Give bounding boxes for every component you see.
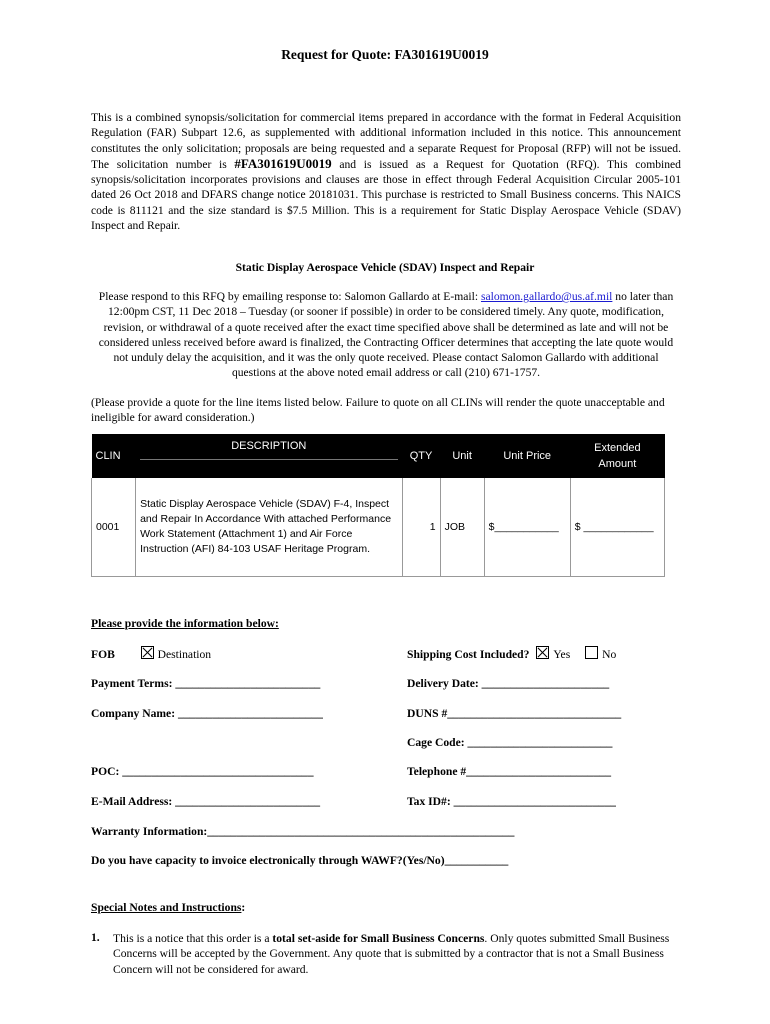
shipping-yes-checkbox[interactable] — [536, 646, 549, 659]
shipping-no-checkbox[interactable] — [585, 646, 598, 659]
cell-extended-amount[interactable]: $ ____________ — [570, 478, 664, 577]
cell-qty: 1 — [402, 478, 440, 577]
wawf-field[interactable]: Do you have capacity to invoice electronically through WAWF?(Yes/No)___________ — [91, 854, 509, 867]
solicitation-number: #FA301619U0019 — [234, 155, 332, 171]
shipping-label: Shipping Cost Included? — [407, 648, 530, 661]
poc-field[interactable]: POC: _________________________________ — [91, 765, 314, 778]
company-name-field[interactable]: Company Name: _________________________ — [91, 707, 323, 720]
shipping-no-label: No — [602, 648, 617, 661]
note-number: 1. — [91, 931, 100, 944]
header-qty: QTY — [402, 434, 440, 478]
table-row — [92, 478, 665, 577]
note-text-2: . Only quotes submitted Small Business Concerns will be accepted by the Government. Any quote that is submitted by a contractor that is not a Small Business Concern will not be considered for award. — [113, 932, 670, 976]
tax-id-field[interactable]: Tax ID#: ____________________________ — [407, 795, 616, 808]
intro-paragraph — [91, 110, 681, 233]
header-unit: Unit — [440, 434, 484, 478]
note-text-1: This is a notice that this order is a — [113, 932, 273, 945]
cage-code-field[interactable]: Cage Code: _________________________ — [407, 736, 613, 749]
destination-label: Destination — [157, 648, 212, 661]
duns-field[interactable]: DUNS #______________________________ — [407, 707, 622, 720]
note-emphasis: total set-aside for Small Business Concerns — [272, 932, 485, 945]
delivery-date-field[interactable]: Delivery Date: ______________________ — [407, 677, 610, 690]
warranty-field[interactable]: Warranty Information:_____________________________________________________ — [91, 825, 515, 838]
respond-text-1: Please respond to this RFQ by emailing response to: Salomon Gallardo at E-mail: — [98, 290, 481, 303]
quote-instruction: (Please provide a quote for the line items listed below. Failure to quote on all CLINs will render the quote unacceptable and ineligible for award consideration.) — [91, 396, 665, 425]
clin-table-header-row — [92, 434, 665, 478]
shipping-yes-label: Yes — [553, 648, 571, 661]
destination-checkbox[interactable] — [141, 646, 154, 659]
cell-clin: 0001 — [92, 478, 136, 577]
clin-table — [91, 434, 665, 577]
fob-field — [91, 646, 211, 661]
special-notes-title: Special Notes and Instructions — [91, 901, 242, 914]
header-unit-price: Unit Price — [484, 434, 570, 478]
cell-unit: JOB — [440, 478, 484, 577]
respond-text-2: no later than 12:00pm CST, 11 Dec 2018 – Tuesday (or sooner if possible) in order to be considered timely. Any quote, modification, revision, or withdrawal of a quote received after the exact time specified above shall be determined as late and will not be considered unless received before award is finalized, the Contracting Officer determines that accepting the late quote would not unduly delay the acquisition, and it was the only quote received. Please contact Salomon Gallardo with additional questions at the above noted email address or call (210) 671-1757. — [98, 290, 674, 380]
note-item — [113, 931, 681, 977]
intro-text-1: This is a combined synopsis/solicitation for commercial items prepared in accordance with the format in Federal Acquisition Regulation (FAR) Subpart 12.6, as supplemented with additional information included in this notice. This announcement constitutes the only solicitation; proposals are being requested and a separate Request for Proposal (RFP) will not be issued. The solicitation number is — [91, 111, 681, 171]
header-extended-amount: Extended Amount — [570, 434, 664, 478]
intro-text-2: and is issued as a Request for Quotation (RFQ). This combined synopsis/solicitation incorporates provisions and clauses are those in effect through Federal Acquisition Circular 2005-101 dated 26 Oct 2018 and DFARS change notice 20181031. This purchase is restricted to Small Business concerns. This NAICS code is 811121 and the size standard is $7.5 Million. This is a requirement for Static Display Aerospace Vehicle (SDAV) Inspect and Repair. — [91, 157, 681, 233]
header-description: DESCRIPTION — [136, 434, 402, 478]
telephone-field[interactable]: Telephone #_________________________ — [407, 765, 612, 778]
email-address-field[interactable]: E-Mail Address: _________________________ — [91, 795, 321, 808]
info-heading: Please provide the information below: — [91, 617, 279, 630]
cell-unit-price[interactable]: $___________ — [484, 478, 570, 577]
special-notes-colon: : — [241, 901, 246, 914]
header-clin: CLIN — [92, 434, 136, 478]
section-subheading: Static Display Aerospace Vehicle (SDAV) Inspect and Repair — [235, 261, 535, 274]
special-notes-heading — [91, 901, 245, 914]
shipping-field — [407, 646, 616, 661]
respond-paragraph — [91, 289, 681, 381]
payment-terms-field[interactable]: Payment Terms: _________________________ — [91, 677, 321, 690]
page-title: Request for Quote: FA301619U0019 — [281, 47, 489, 62]
cell-description: Static Display Aerospace Vehicle (SDAV) F-4, Inspect and Repair In Accordance With attached Performance Work Statement (Attachment 1) and Air Force Instruction (AFI) 84-103 USAF Heritage Program. — [136, 478, 402, 577]
fob-label: FOB — [91, 648, 115, 661]
contact-email-link[interactable]: salomon.gallardo@us.af.mil — [480, 290, 613, 303]
